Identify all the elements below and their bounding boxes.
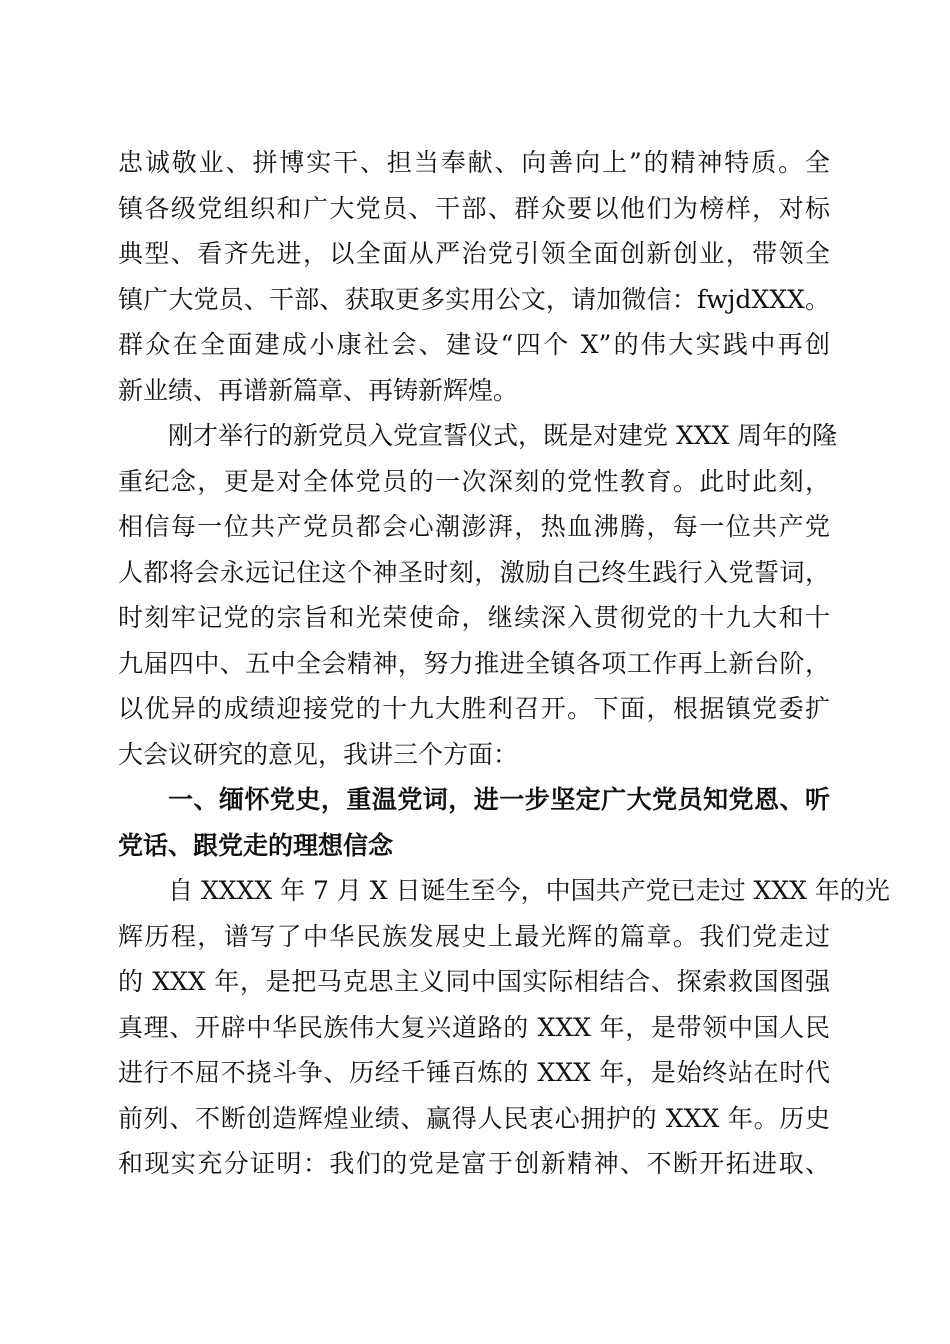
text-line: 镇各级党组织和广大党员、干部、群众要以他们为榜样，对标 xyxy=(118,193,830,223)
text-line: 新业绩、再谱新篇章、再铸新辉煌。 xyxy=(118,375,519,405)
text-line: 重纪念，更是对全体党员的一次深刻的党性教育。此时此刻， xyxy=(118,466,830,496)
text-line: 进行不屈不挠斗争、历经千锤百炼的 XXX 年，是始终站在时代 xyxy=(118,1058,830,1087)
text-line: 群众在全面建成小康社会、建设“四个 X”的伟大实践中再创 xyxy=(118,330,830,359)
text-line: 人都将会永远记住这个神圣时刻，激励自己终生践行入党誓词， xyxy=(118,557,830,587)
heading-line: 一、缅怀党史，重温党词，进一步坚定广大党员知党恩、听 xyxy=(168,785,830,814)
text-line: 大会议研究的意见，我讲三个方面： xyxy=(118,739,519,769)
document-body xyxy=(118,140,890,1187)
text-line: 和现实充分证明：我们的党是富于创新精神、不断开拓进取、 xyxy=(118,1149,830,1178)
text-line: 刚才举行的新党员入党宣誓仪式，既是对建党 XXX 周年的隆 xyxy=(168,421,838,450)
text-line: 镇广大党员、干部、获取更多实用公文，请加微信：fwjdXXX。 xyxy=(118,284,830,314)
paragraph-oath-ceremony xyxy=(118,413,838,777)
text-line: 的 XXX 年，是把马克思主义同中国实际相结合、探索救国图强 xyxy=(118,967,830,996)
text-line: 辉历程，谱写了中华民族发展史上最光辉的篇章。我们党走过 xyxy=(118,921,830,951)
heading-line: 党话、跟党走的理想信念 xyxy=(118,830,394,860)
paragraph-party-history xyxy=(118,868,890,1187)
section-heading-one xyxy=(118,777,830,868)
text-line: 前列、不断创造辉煌业绩、赢得人民衷心拥护的 XXX 年。历史 xyxy=(118,1103,830,1133)
text-line: 时刻牢记党的宗旨和光荣使命，继续深入贯彻党的十九大和十 xyxy=(118,603,830,632)
text-line: 相信每一位共产党员都会心潮澎湃，热血沸腾，每一位共产党 xyxy=(118,512,830,541)
text-line: 自 XXXX 年 7 月 X 日诞生至今，中国共产党已走过 XXX 年的光 xyxy=(168,876,890,905)
text-line: 忠诚敬业、拼博实干、担当奉献、向善向上”的精神特质。全 xyxy=(118,148,830,177)
text-line: 真理、开辟中华民族伟大复兴道路的 XXX 年，是带领中国人民 xyxy=(118,1012,830,1042)
text-line: 九届四中、五中全会精神，努力推进全镇各项工作再上新台阶， xyxy=(118,648,830,678)
text-line: 典型、看齐先进，以全面从严治党引领全面创新创业，带领全 xyxy=(118,239,830,268)
text-line: 以优异的成绩迎接党的十九大胜利召开。下面，根据镇党委扩 xyxy=(118,694,830,723)
paragraph-closing-remarks xyxy=(118,140,830,413)
